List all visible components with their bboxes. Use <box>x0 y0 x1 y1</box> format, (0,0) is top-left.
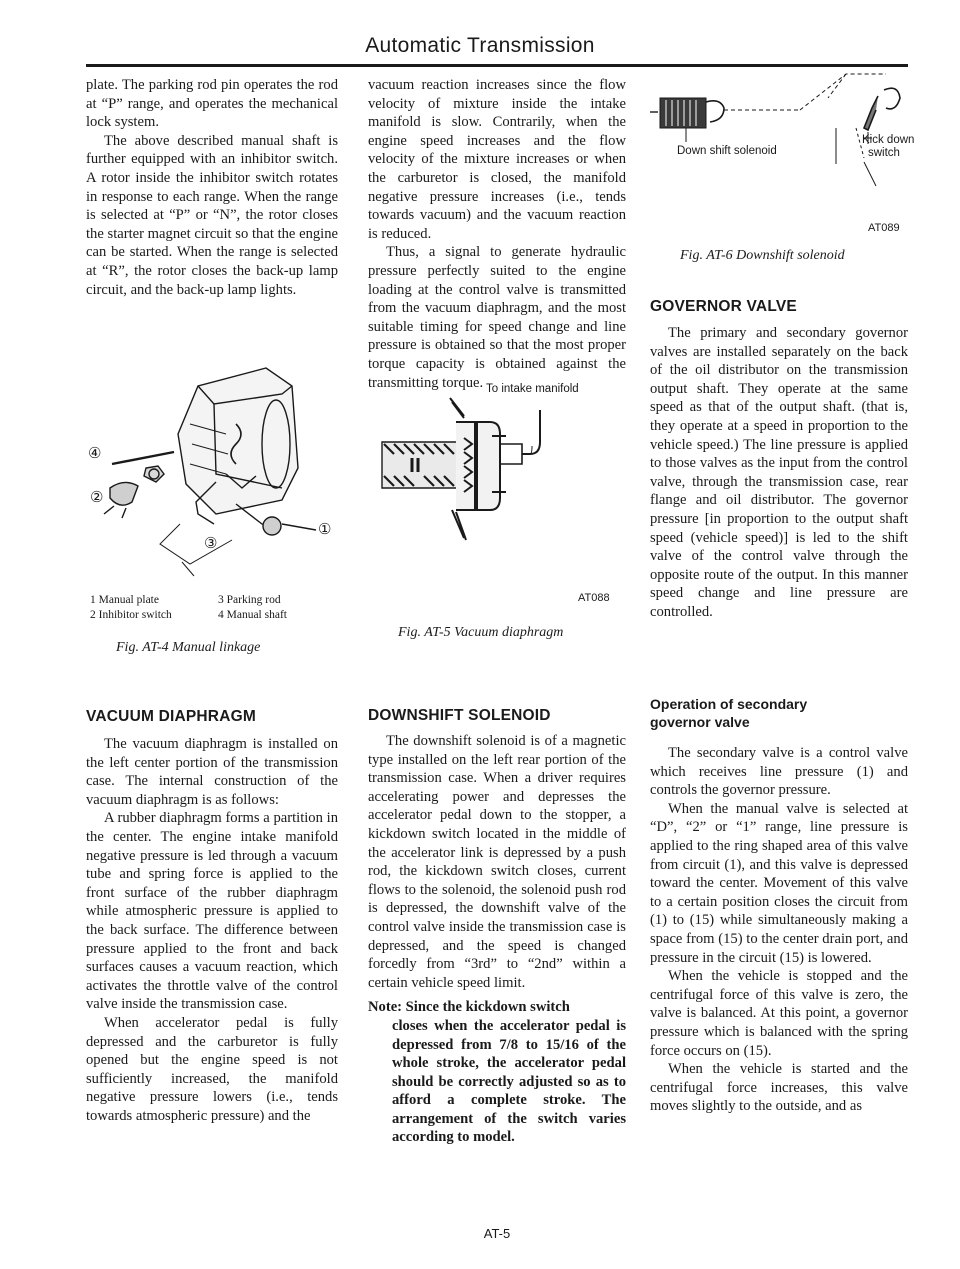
secondary-governor-text <box>650 744 908 1116</box>
fig4-caption: Fig. AT-4 Manual linkage <box>116 640 261 655</box>
paragraph: When the vehicle is started and the centrifugal force increases, this valve moves slightly to the outside, and as <box>650 1061 908 1115</box>
header-rule <box>86 64 908 67</box>
fig6-code: AT089 <box>868 222 900 234</box>
kickdown-switch <box>884 88 900 109</box>
callout-1: ① <box>318 521 332 538</box>
header-title: Automatic Transmission <box>365 34 595 57</box>
note <box>368 998 626 1147</box>
col1-intro-text <box>86 76 338 299</box>
paragraph: plate. The parking rod pin operates the rod at “P” range, and operates the mechanical lock system. <box>86 77 338 131</box>
vacuum-tube <box>522 410 540 454</box>
secondary-governor-heading: Operation of secondary governor valve <box>650 696 808 730</box>
fig4-legend-item-1: 1 Manual plate <box>90 594 159 606</box>
manual-linkage-diagram <box>86 364 338 588</box>
paragraph: The secondary valve is a control valve which receives line pressure (1) and controls the governor pressure. <box>650 745 908 799</box>
manual-shaft <box>112 452 174 464</box>
fig4-legend-item-4: 4 Manual shaft <box>218 609 287 621</box>
paragraph: When the vehicle is stopped and the centrifugal force of this valve is zero, the valve is balanced. At this point, a governor pressure which is balanced with the spring force occurs on (15). <box>650 968 908 1059</box>
fig4-legend-item-2: 2 Inhibitor switch <box>90 609 172 621</box>
paragraph: The primary and secondary governor valves are installed separately on the back of the oil distributor on the transmission output shaft. They operate at the same speed as that of the output shaft. (that is, they operate at a speed in proportion to the vehicle speed.) The line pressure is applied to those valves as the input from the control valve, through the transmission case, rear flange and oil distributor. The governor pressure [in proportion to the output shaft speed (vehicle speed)] is led to the shift valve of the control valve through the opposite route of the output. In this manner speed change and line pressure are controlled. <box>650 325 908 620</box>
fig6-caption: Fig. AT-6 Downshift solenoid <box>680 248 845 263</box>
callout-4: ④ <box>88 445 102 462</box>
paragraph: The vacuum diaphragm is installed on the left center portion of the transmission case. The internal construction of the vacuum diaphragm is as follows: <box>86 736 338 808</box>
col2-intro-text <box>368 76 626 392</box>
fig6-label-solenoid: Down shift solenoid <box>677 145 777 157</box>
paragraph: vacuum reaction increases since the flow velocity of mixture inside the intake manifold is slow. Contrarily, when the engine speed increases and the flow velocity of the mixture increases or when the carburetor is closed, the manifold negative pressure increases (i.e., tends towards vacuum) and the vacuum reaction is reduced. <box>368 77 626 242</box>
fig6-label-switch: switch <box>868 147 900 159</box>
paragraph: The downshift solenoid is of a magnetic type installed on the left rear portion of the transmission case. When a driver requires accelerating power and depresses the accelerator pedal down to the stopper, a kickdown switch located in the middle of the accelerator link is depressed by a push rod, the kickdown switch closes, current flows to the solenoid, the solenoid push rod is depressed, the downshift valve of the control valve inside the transmission case is depressed, and the speed is changed forcedly from “3rd” to “2nd” within a certain vehicle speed limit. <box>368 733 626 991</box>
paragraph: The above described manual shaft is further equipped with an inhibitor switch. A rotor inside the inhibitor switch rotates in response to each range. When the range is selected at “P” or “N”, the rotor closes the starter magnet circuit so that the engine can be started. When the range is selected at “R”, the rotor closes the back-up lamp circuit, and the back-up lamp lights. <box>86 132 338 298</box>
fig4-legend-item-3: 3 Parking rod <box>218 594 281 606</box>
callout-3: ③ <box>204 535 218 552</box>
governor-valve-heading: GOVERNOR VALVE <box>650 298 797 315</box>
paragraph: A rubber diaphragm forms a partition in the center. The engine intake manifold negative pressure is led through a vacuum tube and spring force is applied to the front surface of the rubber diaphragm while atmospheric pressure is applied to the back surface. The difference between pressure applied to the front and back surfaces causes a vacuum reaction, which activates the throttle valve of the control valve inside the transmission case. <box>86 810 338 1013</box>
fig5-code: AT088 <box>578 592 610 604</box>
fig5-caption: Fig. AT-5 Vacuum diaphragm <box>398 625 564 640</box>
note-lead: Note: Since the kickdown switch <box>368 999 570 1016</box>
note-body: closes when the accelerator pedal is depressed from 7/8 to 15/16 of the whole stroke, the accelerator pedal should be correctly adjusted so as to afford a complete stroke. The arrangement of the switch varies according to model. <box>392 1017 626 1146</box>
fig5-label: To intake manifold <box>486 383 579 395</box>
fig6-label-kick: Kick down <box>862 134 915 146</box>
downshift-solenoid-text <box>368 732 626 1147</box>
paragraph: Thus, a signal to generate hydraulic pressure perfectly suited to the engine loading at the control valve is transmitted from the vacuum diaphragm, and the most suitable timing for speed change and line pressure is obtained so that the most proper torque capacity is obtained against the transmitting torque. <box>368 244 626 391</box>
solenoid-body <box>660 98 706 128</box>
vacuum-diaphragm-text <box>86 735 338 1125</box>
vacuum-diaphragm-heading: VACUUM DIAPHRAGM <box>86 708 256 725</box>
paragraph: When accelerator pedal is fully depressed and the carburetor is fully opened but the engine speed is not sufficiently increased, the manifold negative pressure lowers (i.e., tends towards atmospheric pressure) and the <box>86 1014 338 1124</box>
callout-2: ② <box>90 489 104 506</box>
page-number: AT-5 <box>483 1226 511 1241</box>
paragraph: When the manual valve is selected at “D”, “2” or “1” range, line pressure is applied to the ring shaped area of this valve from circuit (1), and this valve is depressed toward the center. Movement of this valve to a certain position closes the circuit from (1) to (15) while simultaneously making a space from (15) to the center drain port, and pressure in the circuit (15) is lowered. <box>650 800 908 966</box>
governor-valve-text <box>650 324 908 622</box>
downshift-solenoid-heading: DOWNSHIFT SOLENOID <box>368 707 551 724</box>
vacuum-diaphragm-diagram <box>372 382 552 562</box>
